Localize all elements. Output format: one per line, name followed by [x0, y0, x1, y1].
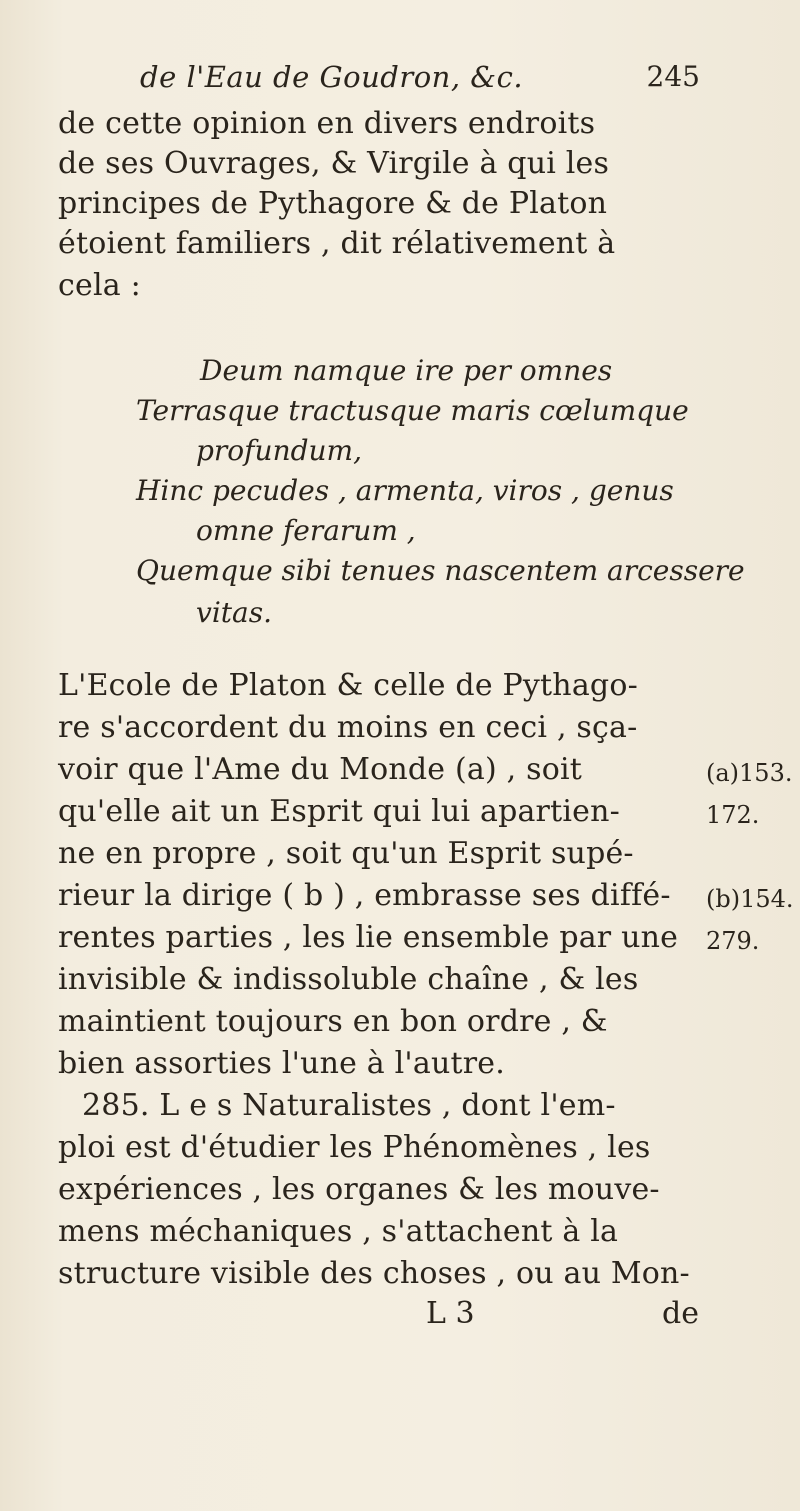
text-line: étoient familiers , dit rélativement à [58, 226, 616, 261]
text-line: L'Ecole de Platon & celle de Pythago- [58, 668, 638, 703]
text-line: ploi est d'étudier les Phénomènes , les [58, 1130, 651, 1165]
margin-reference: 279. [706, 927, 760, 955]
verse-line: Hinc pecudes , armenta, viros , genus [136, 474, 674, 507]
text-line: rentes parties , les lie ensemble par une [58, 920, 679, 955]
text-line: principes de Pythagore & de Platon [58, 186, 608, 221]
text-line: structure visible des choses , ou au Mon- [58, 1256, 690, 1291]
text-line: 285. L e s Naturalistes , dont l'em- [82, 1088, 616, 1123]
text-line: rieur la dirige ( b ) , embrasse ses diffé- [58, 878, 671, 913]
verse-line: vitas. [196, 596, 272, 629]
text-line: re s'accordent du moins en ceci , sça- [58, 710, 638, 745]
text-line: ne en propre , soit qu'un Esprit supé- [58, 836, 634, 871]
signature-mark: L 3 [426, 1296, 475, 1331]
verse-line: omne ferarum , [196, 514, 416, 547]
text-line: expériences , les organes & les mouve- [58, 1172, 660, 1207]
verse-line: Quemque sibi tenues nascentem arcessere [136, 554, 745, 587]
text-line: voir que l'Ame du Monde (a) , soit [58, 752, 583, 787]
page-header [140, 60, 700, 100]
text-line: maintient toujours en bon ordre , & [58, 1004, 608, 1039]
margin-reference: 172. [706, 801, 760, 829]
text-line: bien assorties l'une à l'autre. [58, 1046, 505, 1081]
running-title: de l'Eau de Goudron, &c. [140, 60, 524, 94]
text-line: qu'elle ait un Esprit qui lui apartien- [58, 794, 620, 829]
text-line: de cette opinion en divers endroits [58, 106, 596, 141]
text-line: de ses Ouvrages, & Virgile à qui les [58, 146, 610, 181]
page-number: 245 [646, 60, 700, 93]
catchword: de [662, 1296, 699, 1331]
verse-line: profundum, [196, 434, 363, 467]
text-line: cela : [58, 268, 141, 303]
text-line: mens méchaniques , s'attachent à la [58, 1214, 619, 1249]
text-line: invisible & indissoluble chaîne , & les [58, 962, 639, 997]
margin-reference: (b)154. [706, 885, 794, 913]
margin-reference: (a)153. [706, 759, 793, 787]
verse-line: Deum namque ire per omnes [200, 354, 613, 387]
verse-line: Terrasque tractusque maris cœlumque [136, 394, 689, 427]
